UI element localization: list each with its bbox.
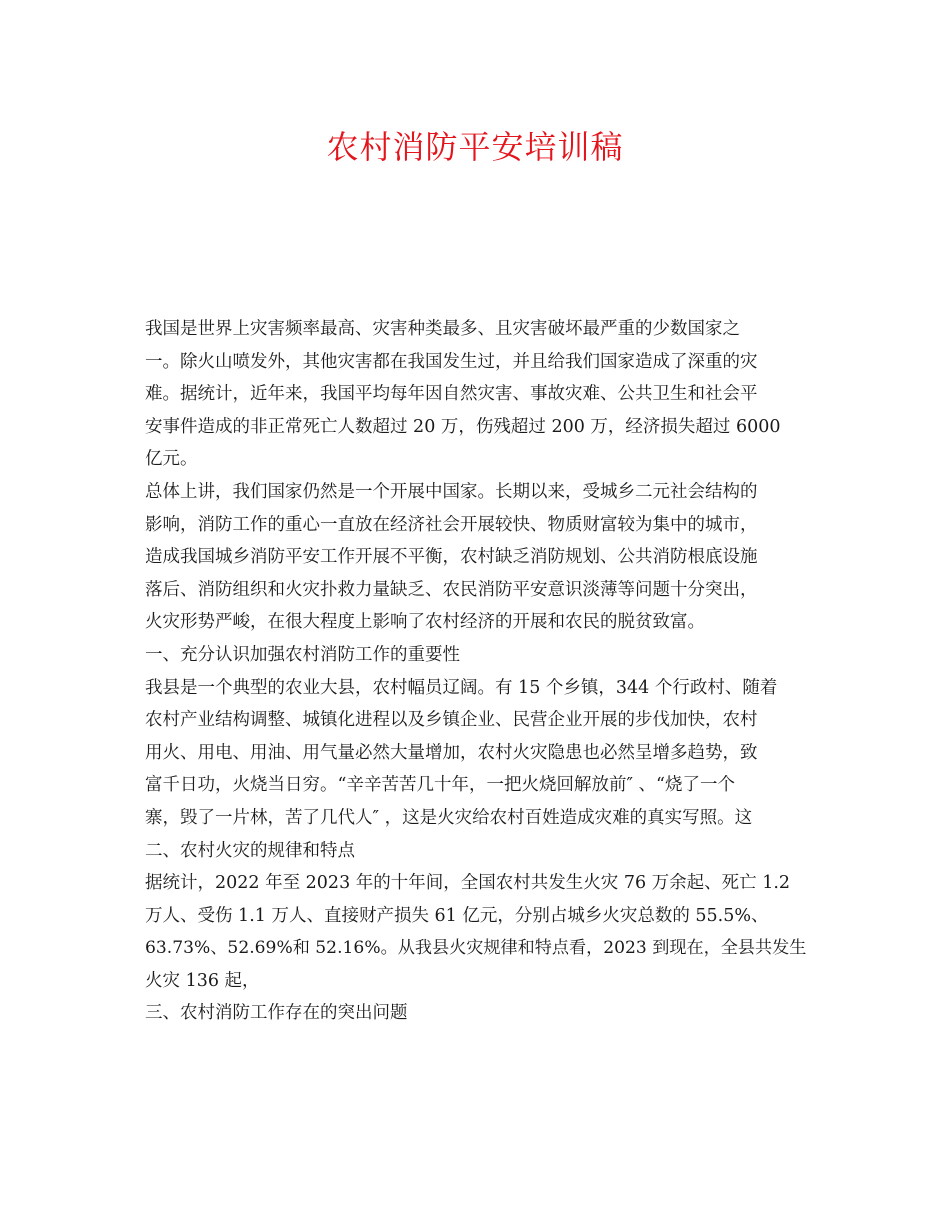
document-body: [145, 313, 805, 1030]
body-line: 据统计，2022 年至 2023 年的十年间，全国农村共发生火灾 76 万余起、死亡 1.2: [145, 873, 791, 894]
body-line: 造成我国城乡消防平安工作开展不平衡，农村缺乏消防规划、公共消防根底设施: [145, 547, 758, 568]
body-line: 农村产业结构调整、城镇化进程以及乡镇企业、民营企业开展的步伐加快，农村: [145, 710, 758, 731]
body-line: 富千日功，火烧当日穷。“辛辛苦苦几十年，一把火烧回解放前″ 、“烧了一个: [145, 775, 735, 796]
body-line: 寨，毁了一片林，苦了几代人″ ，这是火灾给农村百姓造成灾难的真实写照。这: [145, 807, 753, 828]
body-line: 我县是一个典型的农业大县，农村幅员辽阔。有 15 个乡镇，344 个行政村、随着: [145, 677, 778, 698]
body-line: 火灾形势严峻，在很大程度上影响了农村经济的开展和农民的脱贫致富。: [145, 612, 705, 633]
section-heading-1: 一、充分认识加强农村消防工作的重要性: [145, 644, 460, 665]
body-line: 63.73%、52.69%和 52.16%。从我县火灾规律和特点看，2023 到现在，全县共发生: [145, 938, 807, 959]
body-line: 难。据统计，近年来，我国平均每年因自然灾害、事故灾难、公共卫生和社会平: [145, 384, 758, 405]
body-line: 一。除火山喷发外，其他灾害都在我国发生过，并且给我们国家造成了深重的灾: [145, 351, 758, 372]
body-line: 总体上讲，我们国家仍然是一个开展中国家。长期以来，受城乡二元社会结构的: [145, 481, 758, 502]
body-line: 我国是世界上灾害频率最高、灾害种类最多、且灾害破坏最严重的少数国家之: [145, 319, 740, 339]
document-title: 农村消防平安培训稿: [326, 128, 624, 166]
body-line: 用火、用电、用油、用气量必然大量增加，农村火灾隐患也必然呈增多趋势，致: [145, 742, 758, 763]
body-line: 影响，消防工作的重心一直放在经济社会开展较快、物质财富较为集中的城市，: [145, 514, 758, 535]
body-line: 落后、消防组织和火灾扑救力量缺乏、农民消防平安意识淡薄等问题十分突出，: [145, 579, 758, 600]
body-line: 安事件造成的非正常死亡人数超过 20 万，伤残超过 200 万，经济损失超过 6000: [145, 416, 781, 437]
section-heading-3: 三、农村消防工作存在的突出问题: [145, 1003, 408, 1024]
body-line: 火灾 136 起，: [145, 970, 260, 991]
body-line: 万人、受伤 1.1 万人、直接财产损失 61 亿元，分别占城乡火灾总数的 55.5%、: [145, 905, 769, 926]
body-line: 亿元。: [145, 449, 198, 470]
section-heading-2: 二、农村火灾的规律和特点: [145, 840, 355, 861]
